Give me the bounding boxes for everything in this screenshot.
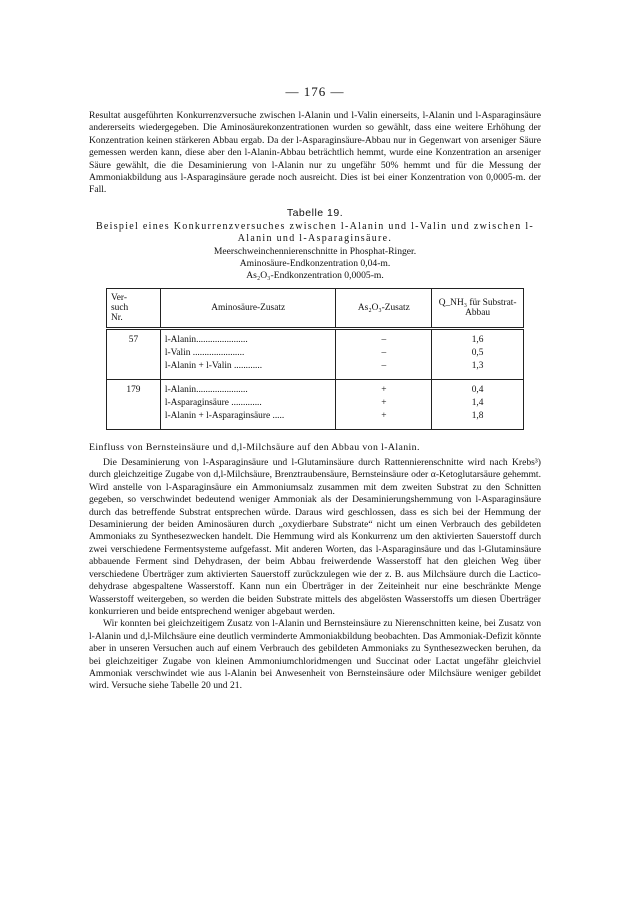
header-qnh3: Q_NH₃ für Substrat-Abbau <box>432 289 524 329</box>
header-zusatz: Aminosäure-Zusatz <box>160 289 336 329</box>
row-zusatz: l-Alanin...................... <box>164 335 248 346</box>
row-q: 0,4 <box>471 385 484 396</box>
table-row <box>107 329 524 380</box>
page <box>89 84 541 693</box>
row-q: 0,5 <box>471 348 484 359</box>
page-number: — 176 — <box>285 84 345 99</box>
row-as2o3: + <box>381 385 387 396</box>
section-heading: Einfluss von Bernsteinsäure und d,l-Milchsäure auf den Abbau von l-Alanin. <box>89 442 420 454</box>
table-row <box>107 380 524 430</box>
data-table <box>106 288 524 430</box>
header-nr: Ver- such Nr. <box>107 289 161 329</box>
intro-paragraph: Resultat ausgeführten Konkurrenzversuche zwischen l-Alanin und l-Valin einerseits, l-Alanin und l-Asparaginsäure andererseits wiedergegeben. Die Aminosäurekonzentrationen wurden so gewählt, dass eine weitere Erhöhung der Konzentration keinen stärkeren Abbau ergab. Da der l-Asparaginsäure-Abbau nur in Gegenwart von arseniger Säure gemessen werden kann, diese aber den l-Alanin-Abbau beträchtlich hemmt, wurde eine Konzentration an arseniger Säure gewählt, die die Desaminierung von l-Alanin nur zu ungefähr 50% hemmt und für die Messung der Ammoniakbildung aus l-Asparaginsäure gerade noch ausreicht. Dies ist bei einer Konzentration von 0,0005-m. der Fall. <box>89 110 541 196</box>
row-as2o3: – <box>381 361 387 372</box>
table-subtitle-3: As₂O₃-Endkonzentration 0,0005-m. <box>246 270 384 282</box>
header-as2o3: As₂O₃-Zusatz <box>336 289 432 329</box>
row-zusatz: l-Alanin...................... <box>164 385 248 396</box>
row-zusatz: l-Asparaginsäure ............. <box>164 398 262 409</box>
row-zusatz: l-Alanin + l-Valin ............ <box>164 361 263 372</box>
body-paragraph: Wir konnten bei gleichzeitigem Zusatz von l-Alanin und Bernsteinsäure zu Nierenschnitten keine, bei Zusatz von l-Alanin und d,l-Milchsäure eine deutlich verminderte Ammoniakbildung beobachten. Das Ammoniak-Defizit könnte aber in unseren Versuchen auch auf einem Verbrauch des gebildeten Ammoniaks zu Synthesezwecken beruhen, da bei gleichzeitiger Zugabe von kleinen Ammoniumchloridmengen und Succinat oder Lactat ungefähr gleichviel Ammoniak verschwindet wie aus l-Alanin bei Anwesenheit von Bernsteinsäure oder Milchsäure weniger gebildet wird. Versuche siehe Tabelle 20 und 21. <box>89 618 541 692</box>
table-description: Beispiel eines Konkurrenzversuches zwischen l-Alanin und l-Valin und zwischen l-Alanin und l-Asparaginsäure. <box>95 220 535 245</box>
table-caption: Tabelle 19. <box>286 206 344 219</box>
row-zusatz: l-Alanin + l-Asparaginsäure ..... <box>164 411 285 422</box>
row-q: 1,8 <box>471 411 484 422</box>
row-as2o3: + <box>381 411 387 422</box>
row-q: 1,3 <box>471 361 484 372</box>
row-q: 1,6 <box>471 335 484 346</box>
group-nr: 57 <box>128 335 139 346</box>
row-as2o3: – <box>381 335 387 346</box>
body-paragraph: Die Desaminierung von l-Asparaginsäure und l-Glutaminsäure durch Rattennierenschnitte wird nach Krebs³) durch gleichzeitige Zugabe von d,l-Milchsäure, Brenztraubensäure, Bernsteinsäure oder α-Ketoglutarsäure gehemmt. Wird anstelle von l-Asparaginsäure ein Ammoniumsalz zusammen mit dem zweiten Substrat zu den Schnitten gegeben, so verschwindet bedeutend weniger Ammoniak als der Desaminierungshemmung von l-Asparaginsäure durch das betreffende Substrat entsprechen würde. Daraus wird geschlossen, dass es sich bei der Hemmung der Desaminierung der beiden Aminosäuren durch „oxydierbare Substrate“ nicht um einen Verbrauch des gebildeten Ammoniaks zu Synthesezwecken handelt. Die Hemmung wird als Konkurrenz um den aktivierten Sauerstoff durch zwei verschiedene Fermentsysteme aufgefasst. Mit anderen Worten, das l-Asparaginsäure und das l-Glutaminsäure abbauende Ferment sind Dehydrasen, der beim Abbau freiwerdende Wasserstoff hat den gleichen Weg über verschiedene Überträger zum aktivierten Sauerstoff zurückzulegen wie der z. B. aus Milchsäure durch die Lactico-dehydrase abgespaltene Wasserstoff. Kann nun ein Überträger in der Zeiteinheit nur eine beschränkte Menge Wasserstoff weitergeben, so werden die beiden Substrate mittels des abgelösten Wasserstoffs um diesen Überträger konkurrieren und beide entsprechend weniger abgebaut werden. <box>89 457 541 617</box>
row-as2o3: – <box>381 348 387 359</box>
row-as2o3: + <box>381 398 387 409</box>
row-q: 1,4 <box>471 398 484 409</box>
table-subtitle-2: Aminosäure-Endkonzentration 0,04-m. <box>239 258 391 270</box>
group-nr: 179 <box>126 385 141 396</box>
row-zusatz: l-Valin ...................... <box>164 348 245 359</box>
table-subtitle-1: Meerschweinchennierenschnitte in Phosphat-Ringer. <box>213 246 417 258</box>
